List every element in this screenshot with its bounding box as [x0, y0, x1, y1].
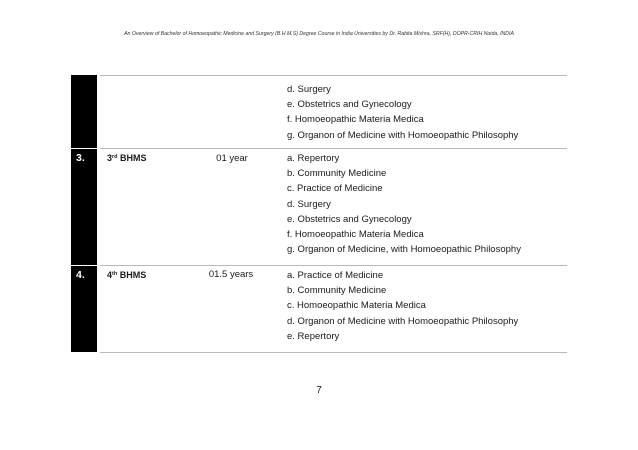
number-cell: [71, 149, 97, 265]
subject-item: b. Community Medicine: [287, 168, 387, 180]
page-number: 7: [316, 385, 322, 396]
subject-item: f. Homoeopathic Materia Medica: [287, 229, 424, 241]
table-rule: [100, 265, 567, 266]
year-text: BHMS: [117, 270, 147, 280]
subject-item: g. Organon of Medicine, with Homoeopathic Philosophy: [287, 244, 521, 256]
year-label: [107, 270, 146, 280]
duration: 01.5 years: [208, 269, 254, 280]
running-header: An Overview of Bachelor of Homoeopathic Medicine and Surgery (B.H.M.S) Degree Course in India Universities by Dr. Rabita Mishra, SRF(H), DOPR-CRIH Noida, INDIA: [124, 31, 514, 37]
subject-item: d. Surgery: [287, 198, 331, 210]
subject-item: d. Organon of Medicine with Homoeopathic Philosophy: [287, 315, 519, 327]
subject-item: d. Surgery: [287, 84, 331, 95]
year-text: BHMS: [117, 153, 147, 163]
subject-list: [287, 82, 567, 143]
subject-item: g. Organon of Medicine with Homoeopathic Philosophy: [287, 129, 519, 141]
year-label: [107, 153, 147, 163]
year-number: 4: [107, 270, 113, 280]
row-number: 3.: [76, 152, 85, 164]
subject-list: [287, 268, 567, 344]
table-rule: [100, 148, 567, 149]
subject-item: b. Community Medicine: [287, 285, 387, 297]
subject-item: c. Practice of Medicine: [287, 183, 383, 195]
subject-item: f. Homoeopathic Materia Medica: [287, 114, 424, 126]
year-number: 3: [107, 153, 113, 163]
subject-item: e. Obstetrics and Gynecology: [287, 213, 412, 225]
subject-item: e. Obstetrics and Gynecology: [287, 99, 412, 111]
year-suffix: th: [112, 271, 118, 277]
duration: 01 year: [216, 153, 248, 164]
subject-item: a. Repertory: [287, 153, 340, 164]
subject-item: e. Repertory: [287, 330, 340, 342]
table-rule: [100, 352, 567, 353]
row-number: 4.: [76, 269, 85, 281]
subject-item: a. Practice of Medicine: [287, 270, 384, 281]
table-rule: [100, 75, 567, 76]
subject-list: [287, 151, 567, 257]
year-suffix: rd: [112, 154, 118, 160]
subject-item: c. Homoeopathic Materia Medica: [287, 300, 426, 312]
number-cell: [71, 75, 97, 148]
